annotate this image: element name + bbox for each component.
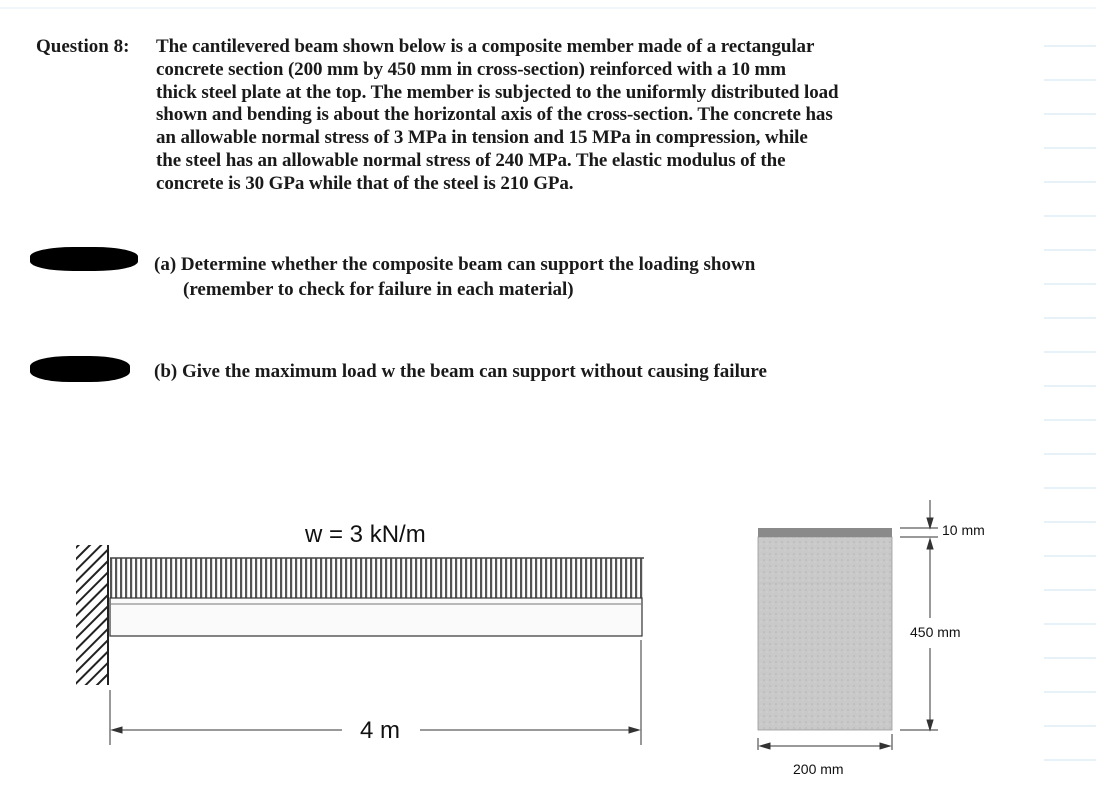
question-label: Question 8: bbox=[36, 36, 130, 57]
question-line: thick steel plate at the top. The member is subjected to the uniformly distributed load bbox=[156, 81, 839, 103]
question-line: concrete is 30 GPa while that of the steel is 210 GPa. bbox=[156, 172, 574, 194]
fixed-support bbox=[76, 545, 108, 685]
question-line: the steel has an allowable normal stress of 240 MPa. The elastic modulus of the bbox=[156, 149, 786, 171]
plate-thickness-label: 10 mm bbox=[942, 522, 985, 538]
length-label: 4 m bbox=[360, 717, 401, 744]
part-b-line1: (b) Give the maximum load w the beam can support without causing failure bbox=[154, 361, 767, 382]
question-line: The cantilevered beam shown below is a composite member made of a rectangular bbox=[156, 36, 815, 57]
part-a-line2: (remember to check for failure in each material) bbox=[183, 279, 574, 300]
load-label: w = 3 kN/m bbox=[305, 521, 426, 548]
distributed-load bbox=[110, 558, 644, 598]
question-line: shown and bending is about the horizontal axis of the cross-section. The concrete has bbox=[156, 104, 833, 126]
concrete-section bbox=[758, 537, 892, 730]
part-a-line1: (a) Determine whether the composite beam can support the loading shown bbox=[154, 254, 756, 275]
width-label: 200 mm bbox=[793, 761, 844, 777]
steel-plate bbox=[758, 528, 892, 537]
depth-label: 450 mm bbox=[910, 624, 961, 640]
question-line: concrete section (200 mm by 450 mm in cross-section) reinforced with a 10 mm bbox=[156, 58, 787, 80]
question-line: an allowable normal stress of 3 MPa in tension and 15 MPa in compression, while bbox=[156, 127, 808, 149]
